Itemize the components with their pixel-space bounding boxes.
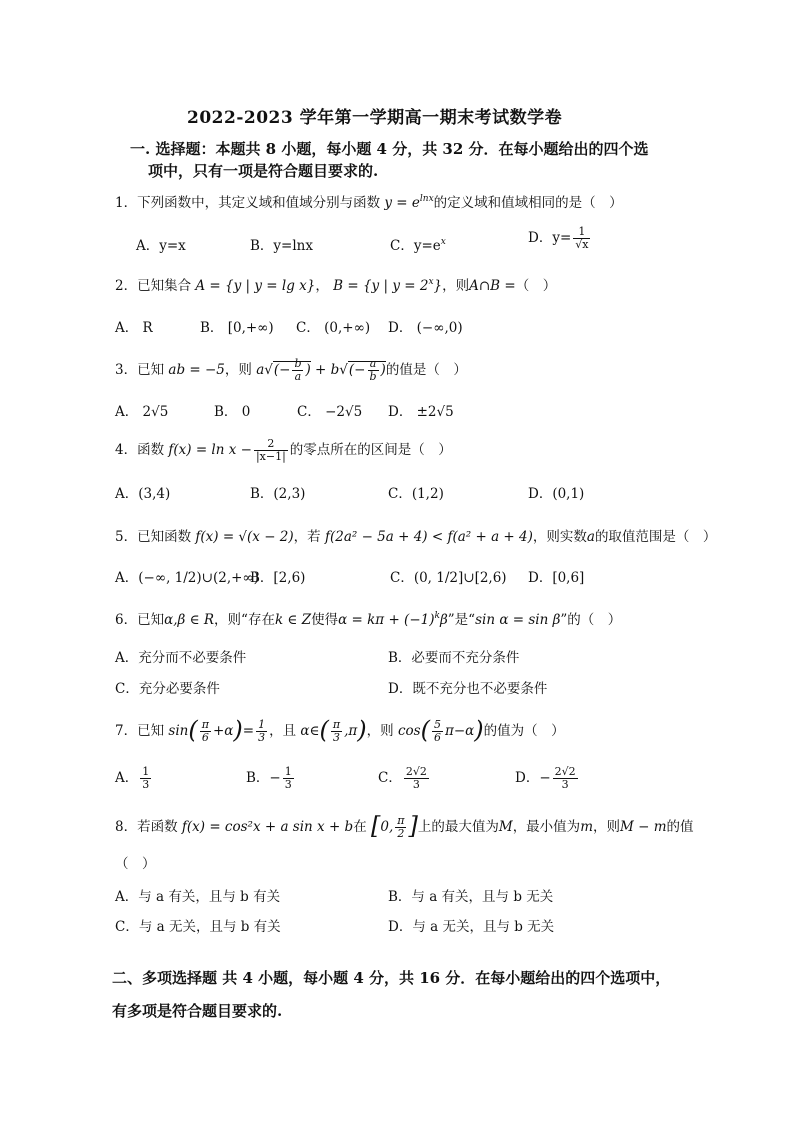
section2-line2: 有多项是符合题目要求的.	[112, 1002, 283, 1020]
math-expr: y = e	[384, 195, 420, 211]
q4-option-d: D．(0,1)	[528, 486, 585, 502]
q6-option-a: A．充分而不必要条件	[115, 650, 247, 666]
q5-option-d: D．[0,6]	[528, 570, 585, 586]
section2-line1: 二、多项选择题 共 4 小题，每小题 4 分，共 16 分．在每小题给出的四个选项中，	[112, 969, 671, 987]
q1-option-c: C．$y=e^x$	[390, 237, 446, 254]
section1-line1: 一. 选择题：本题共 8 小题，每小题 4 分，共 32 分．在每小题给出的四个选	[130, 140, 649, 158]
q7-option-b: B．− $\frac{1}{3}$	[246, 765, 292, 791]
q6-option-d: D．既不充分也不必要条件	[388, 681, 548, 697]
page-title: 2022-2023 学年第一学期高一期末考试数学卷	[187, 108, 563, 128]
q8-option-b: B．与 a 有关，且与 b 无关	[388, 889, 554, 905]
q2-option-c: C． (0,+∞)	[296, 320, 371, 336]
q3-radical-expr: a√(− $\frac{b}{a}$ ) + b√(− $\frac{a}{b}$ )	[256, 357, 386, 383]
q7-expr-3: cos( $\frac{5}{6}$ π−α)	[397, 716, 484, 744]
math-sup: lnx	[419, 194, 434, 204]
q8-answer-paren: （ ）	[115, 856, 156, 872]
q7-expr-2: α∈( $\frac{\pi}{3}$ ,π)	[300, 716, 367, 744]
q4-option-a: A．(3,4)	[115, 486, 171, 502]
q3-option-a: A． 2√5	[115, 404, 169, 420]
q3-option-b: B． 0	[214, 404, 251, 420]
q1-option-d: D．y= $\frac{1}{√x}$	[528, 225, 589, 251]
q3-option-c: C． −2√5	[297, 404, 363, 420]
q7-option-c: C． $\frac{2√2}{3}$	[378, 765, 427, 791]
q7-expr-1: sin( $\frac{\pi}{6}$ +α)= $\frac{1}{3}$	[168, 716, 266, 744]
q3-option-d: D． ±2√5	[388, 404, 454, 420]
question-number: 1．	[115, 195, 138, 211]
q6-option-b: B．必要而不充分条件	[388, 650, 520, 666]
q1-option-a: A．y=x	[136, 238, 186, 254]
q7-option-a: A． $\frac{1}{3}$	[115, 765, 150, 791]
q2-option-b: B． [0,+∞)	[200, 320, 274, 336]
question-7: 7．已知 sin( $\frac{\pi}{6}$ +α)= $\frac{1}{3}$ ，且 α∈( $\frac{\pi}{3}$ ,π)，则 cos( $\frac{5}{6}$ π−α)的值为（ ）	[115, 716, 565, 744]
q4-option-b: B．(2,3)	[250, 486, 306, 502]
q6-option-c: C．充分必要条件	[115, 681, 220, 697]
section1-line2: 项中，只有一项是符合题目要求的.	[148, 162, 379, 180]
question-2: 2．已知集合 A = {y | y = lg x}， B = {y | $y = 2^x$}，则A∩B =（ ）	[115, 277, 557, 294]
question-1	[115, 191, 623, 211]
question-3: 3．已知 ab = −5，则 a√(− $\frac{b}{a}$ ) + b√(− $\frac{a}{b}$ )的值是（ ）	[115, 357, 467, 383]
q8-option-c: C．与 a 无关，且与 b 有关	[115, 919, 281, 935]
q4-option-c: C．(1,2)	[388, 486, 444, 502]
question-5: 5．已知函数 f(x) = √(x − 2)，若 f(2a² − 5a + 4) < f(a² + a + 4)，则实数a的取值范围是（ ）	[115, 529, 717, 545]
q5-option-a: A．(−∞, 1/2)∪(2,+∞)	[115, 570, 259, 586]
q7-option-d: D．− $\frac{2√2}{3}$	[515, 765, 576, 791]
q5-option-c: C．(0, 1/2]∪[2,6)	[390, 570, 507, 586]
q8-option-d: D．与 a 无关，且与 b 无关	[388, 919, 555, 935]
question-text: 的定义域和值域相同的是（ ）	[433, 195, 623, 211]
q2-option-d: D． (−∞,0)	[388, 320, 463, 336]
q5-option-b: B．[2,6)	[250, 570, 306, 586]
question-text: 下列函数中，其定义域和值域分别与函数	[137, 195, 381, 211]
question-4: 4．函数 f(x) = ln x − $\frac{2}{|x-1|}$ 的零点所在的区间是（ ）	[115, 437, 452, 463]
q8-option-a: A．与 a 有关，且与 b 有关	[115, 889, 281, 905]
question-6: 6．已知α,β ∈ R，则“存在k ∈ Z使得$\alpha = k\pi + (-1)^k\beta$”是“sin α = sin β”的（ ）	[115, 611, 622, 628]
question-8: 8．若函数 f(x) = cos²x + a sin x + b在 [0, $\frac{\pi}{2}$ ]上的最大值为M，最小值为m，则M − m的值	[115, 812, 694, 840]
q2-option-a: A． R	[115, 320, 153, 336]
q8-interval: [0, $\frac{\pi}{2}$ ]	[370, 812, 418, 840]
q1-option-b: B．y=lnx	[250, 238, 313, 254]
